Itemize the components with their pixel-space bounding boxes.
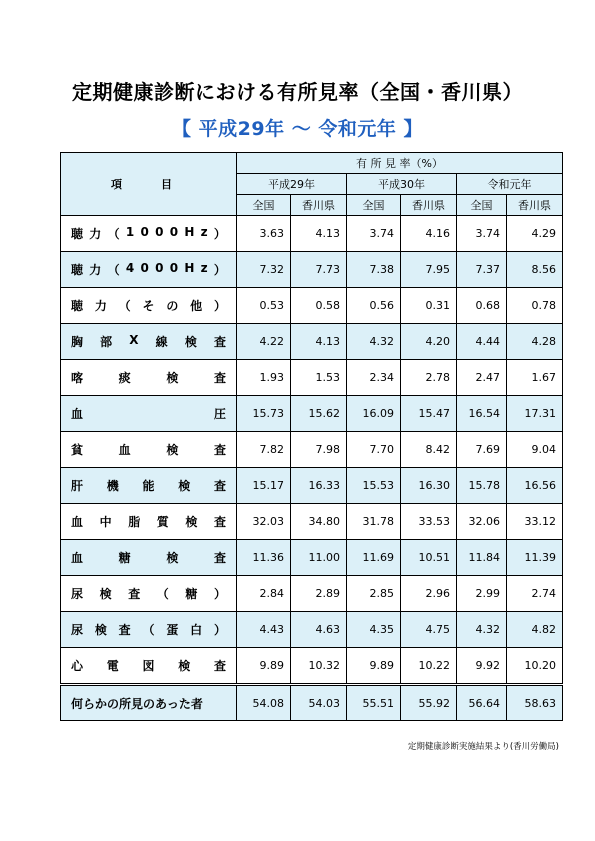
rate-value: 2.99 (457, 576, 507, 612)
rate-value: 3.74 (457, 216, 507, 252)
rate-value: 2.85 (347, 576, 401, 612)
rate-value: 17.31 (507, 396, 563, 432)
rate-value: 33.53 (401, 504, 457, 540)
rate-value: 7.95 (401, 252, 457, 288)
rate-value: 2.96 (401, 576, 457, 612)
rate-value: 4.63 (291, 612, 347, 648)
year-header: 平成29年 (237, 174, 347, 195)
rate-value: 16.33 (291, 468, 347, 504)
rate-value: 2.34 (347, 360, 401, 396)
table-row (61, 252, 563, 288)
rate-value: 0.56 (347, 288, 401, 324)
row-label: 血 糖 検 査 (61, 540, 237, 576)
rate-value: 15.62 (291, 396, 347, 432)
page-title: 定期健康診断における有所見率（全国・香川県） (72, 80, 523, 104)
rate-value: 55.92 (401, 685, 457, 721)
rate-value: 0.78 (507, 288, 563, 324)
table-row (61, 612, 563, 648)
rate-value: 10.22 (401, 648, 457, 685)
rate-group-header: 有 所 見 率（%） (237, 153, 563, 174)
rate-value: 32.03 (237, 504, 291, 540)
rate-value: 31.78 (347, 504, 401, 540)
rate-value: 0.53 (237, 288, 291, 324)
rate-value: 9.89 (347, 648, 401, 685)
rate-value: 7.73 (291, 252, 347, 288)
table-row (61, 576, 563, 612)
rate-value: 1.53 (291, 360, 347, 396)
region-header: 香川県 (401, 195, 457, 216)
table-body (61, 216, 563, 721)
row-label: 心 電 図 検 査 (61, 648, 237, 685)
table-row (61, 648, 563, 685)
rate-value: 3.63 (237, 216, 291, 252)
rate-value: 4.28 (507, 324, 563, 360)
row-label: 聴 力 （ 4 0 0 0 H z ） (61, 252, 237, 288)
rate-value: 33.12 (507, 504, 563, 540)
item-column-header: 項 目 (61, 153, 237, 216)
rate-value: 16.56 (507, 468, 563, 504)
rate-value: 0.68 (457, 288, 507, 324)
rate-value: 4.20 (401, 324, 457, 360)
rate-value: 15.78 (457, 468, 507, 504)
rate-value: 2.84 (237, 576, 291, 612)
table-row (61, 288, 563, 324)
rate-value: 2.78 (401, 360, 457, 396)
rate-value: 15.73 (237, 396, 291, 432)
table-row (61, 216, 563, 252)
rate-value: 11.36 (237, 540, 291, 576)
row-label: 血 中 脂 質 検 査 (61, 504, 237, 540)
rate-value: 9.89 (237, 648, 291, 685)
rate-value: 10.51 (401, 540, 457, 576)
row-label: 血 圧 (61, 396, 237, 432)
rate-value: 7.82 (237, 432, 291, 468)
rate-value: 10.20 (507, 648, 563, 685)
table-row (61, 504, 563, 540)
rate-value: 4.32 (347, 324, 401, 360)
rate-value: 8.42 (401, 432, 457, 468)
rate-value: 15.17 (237, 468, 291, 504)
row-label: 喀 痰 検 査 (61, 360, 237, 396)
rate-value: 15.47 (401, 396, 457, 432)
table-row (61, 360, 563, 396)
rate-value: 55.51 (347, 685, 401, 721)
rate-value: 11.00 (291, 540, 347, 576)
row-label: 尿 検 査 （ 糖 ） (61, 576, 237, 612)
region-header: 香川県 (507, 195, 563, 216)
row-label: 貧 血 検 査 (61, 432, 237, 468)
rate-value: 4.32 (457, 612, 507, 648)
rate-value: 4.44 (457, 324, 507, 360)
rate-value: 54.03 (291, 685, 347, 721)
rate-value: 16.30 (401, 468, 457, 504)
source-note: 定期健康診断実施結果より(香川労働局) (407, 742, 559, 752)
rate-value: 7.69 (457, 432, 507, 468)
row-label: 聴 力 （ 1 0 0 0 H z ） (61, 216, 237, 252)
rate-value: 4.43 (237, 612, 291, 648)
rate-value: 4.35 (347, 612, 401, 648)
rate-value: 16.54 (457, 396, 507, 432)
rate-value: 9.92 (457, 648, 507, 685)
rate-value: 4.13 (291, 216, 347, 252)
table-row (61, 432, 563, 468)
rate-value: 11.39 (507, 540, 563, 576)
rate-value: 7.98 (291, 432, 347, 468)
rate-value: 11.69 (347, 540, 401, 576)
rate-value: 16.09 (347, 396, 401, 432)
rate-value: 58.63 (507, 685, 563, 721)
rate-value: 1.67 (507, 360, 563, 396)
row-label: 肝 機 能 検 査 (61, 468, 237, 504)
rate-value: 54.08 (237, 685, 291, 721)
rate-value: 1.93 (237, 360, 291, 396)
table-row (61, 324, 563, 360)
rate-value: 4.13 (291, 324, 347, 360)
table-row (61, 685, 563, 721)
rate-value: 7.38 (347, 252, 401, 288)
region-header: 全国 (237, 195, 291, 216)
rate-value: 11.84 (457, 540, 507, 576)
rate-value: 9.04 (507, 432, 563, 468)
rate-value: 0.58 (291, 288, 347, 324)
rate-value: 4.22 (237, 324, 291, 360)
rate-value: 10.32 (291, 648, 347, 685)
rate-value: 7.70 (347, 432, 401, 468)
year-header: 平成30年 (347, 174, 457, 195)
rate-value: 7.32 (237, 252, 291, 288)
region-header: 全国 (347, 195, 401, 216)
rate-value: 2.74 (507, 576, 563, 612)
region-header: 香川県 (291, 195, 347, 216)
rate-value: 56.64 (457, 685, 507, 721)
rate-value: 2.89 (291, 576, 347, 612)
rate-value: 7.37 (457, 252, 507, 288)
table-row (61, 540, 563, 576)
rate-value: 4.82 (507, 612, 563, 648)
row-label: 聴 力 （ そ の 他 ） (61, 288, 237, 324)
rate-value: 15.53 (347, 468, 401, 504)
row-label: 尿 検 査 （ 蛋 白 ） (61, 612, 237, 648)
rate-value: 4.75 (401, 612, 457, 648)
rate-value: 8.56 (507, 252, 563, 288)
table-row (61, 396, 563, 432)
rate-value: 4.16 (401, 216, 457, 252)
table-row (61, 468, 563, 504)
year-header: 令和元年 (457, 174, 563, 195)
rate-value: 4.29 (507, 216, 563, 252)
rate-value: 32.06 (457, 504, 507, 540)
rate-value: 34.80 (291, 504, 347, 540)
row-label: 胸 部 X 線 検 査 (61, 324, 237, 360)
finding-rate-table (60, 152, 563, 721)
row-label: 何らかの所見のあった者 (61, 685, 237, 721)
rate-value: 2.47 (457, 360, 507, 396)
rate-value: 3.74 (347, 216, 401, 252)
period-subtitle: 【 平成29年 〜 令和元年 】 (172, 118, 423, 140)
rate-value: 0.31 (401, 288, 457, 324)
region-header: 全国 (457, 195, 507, 216)
